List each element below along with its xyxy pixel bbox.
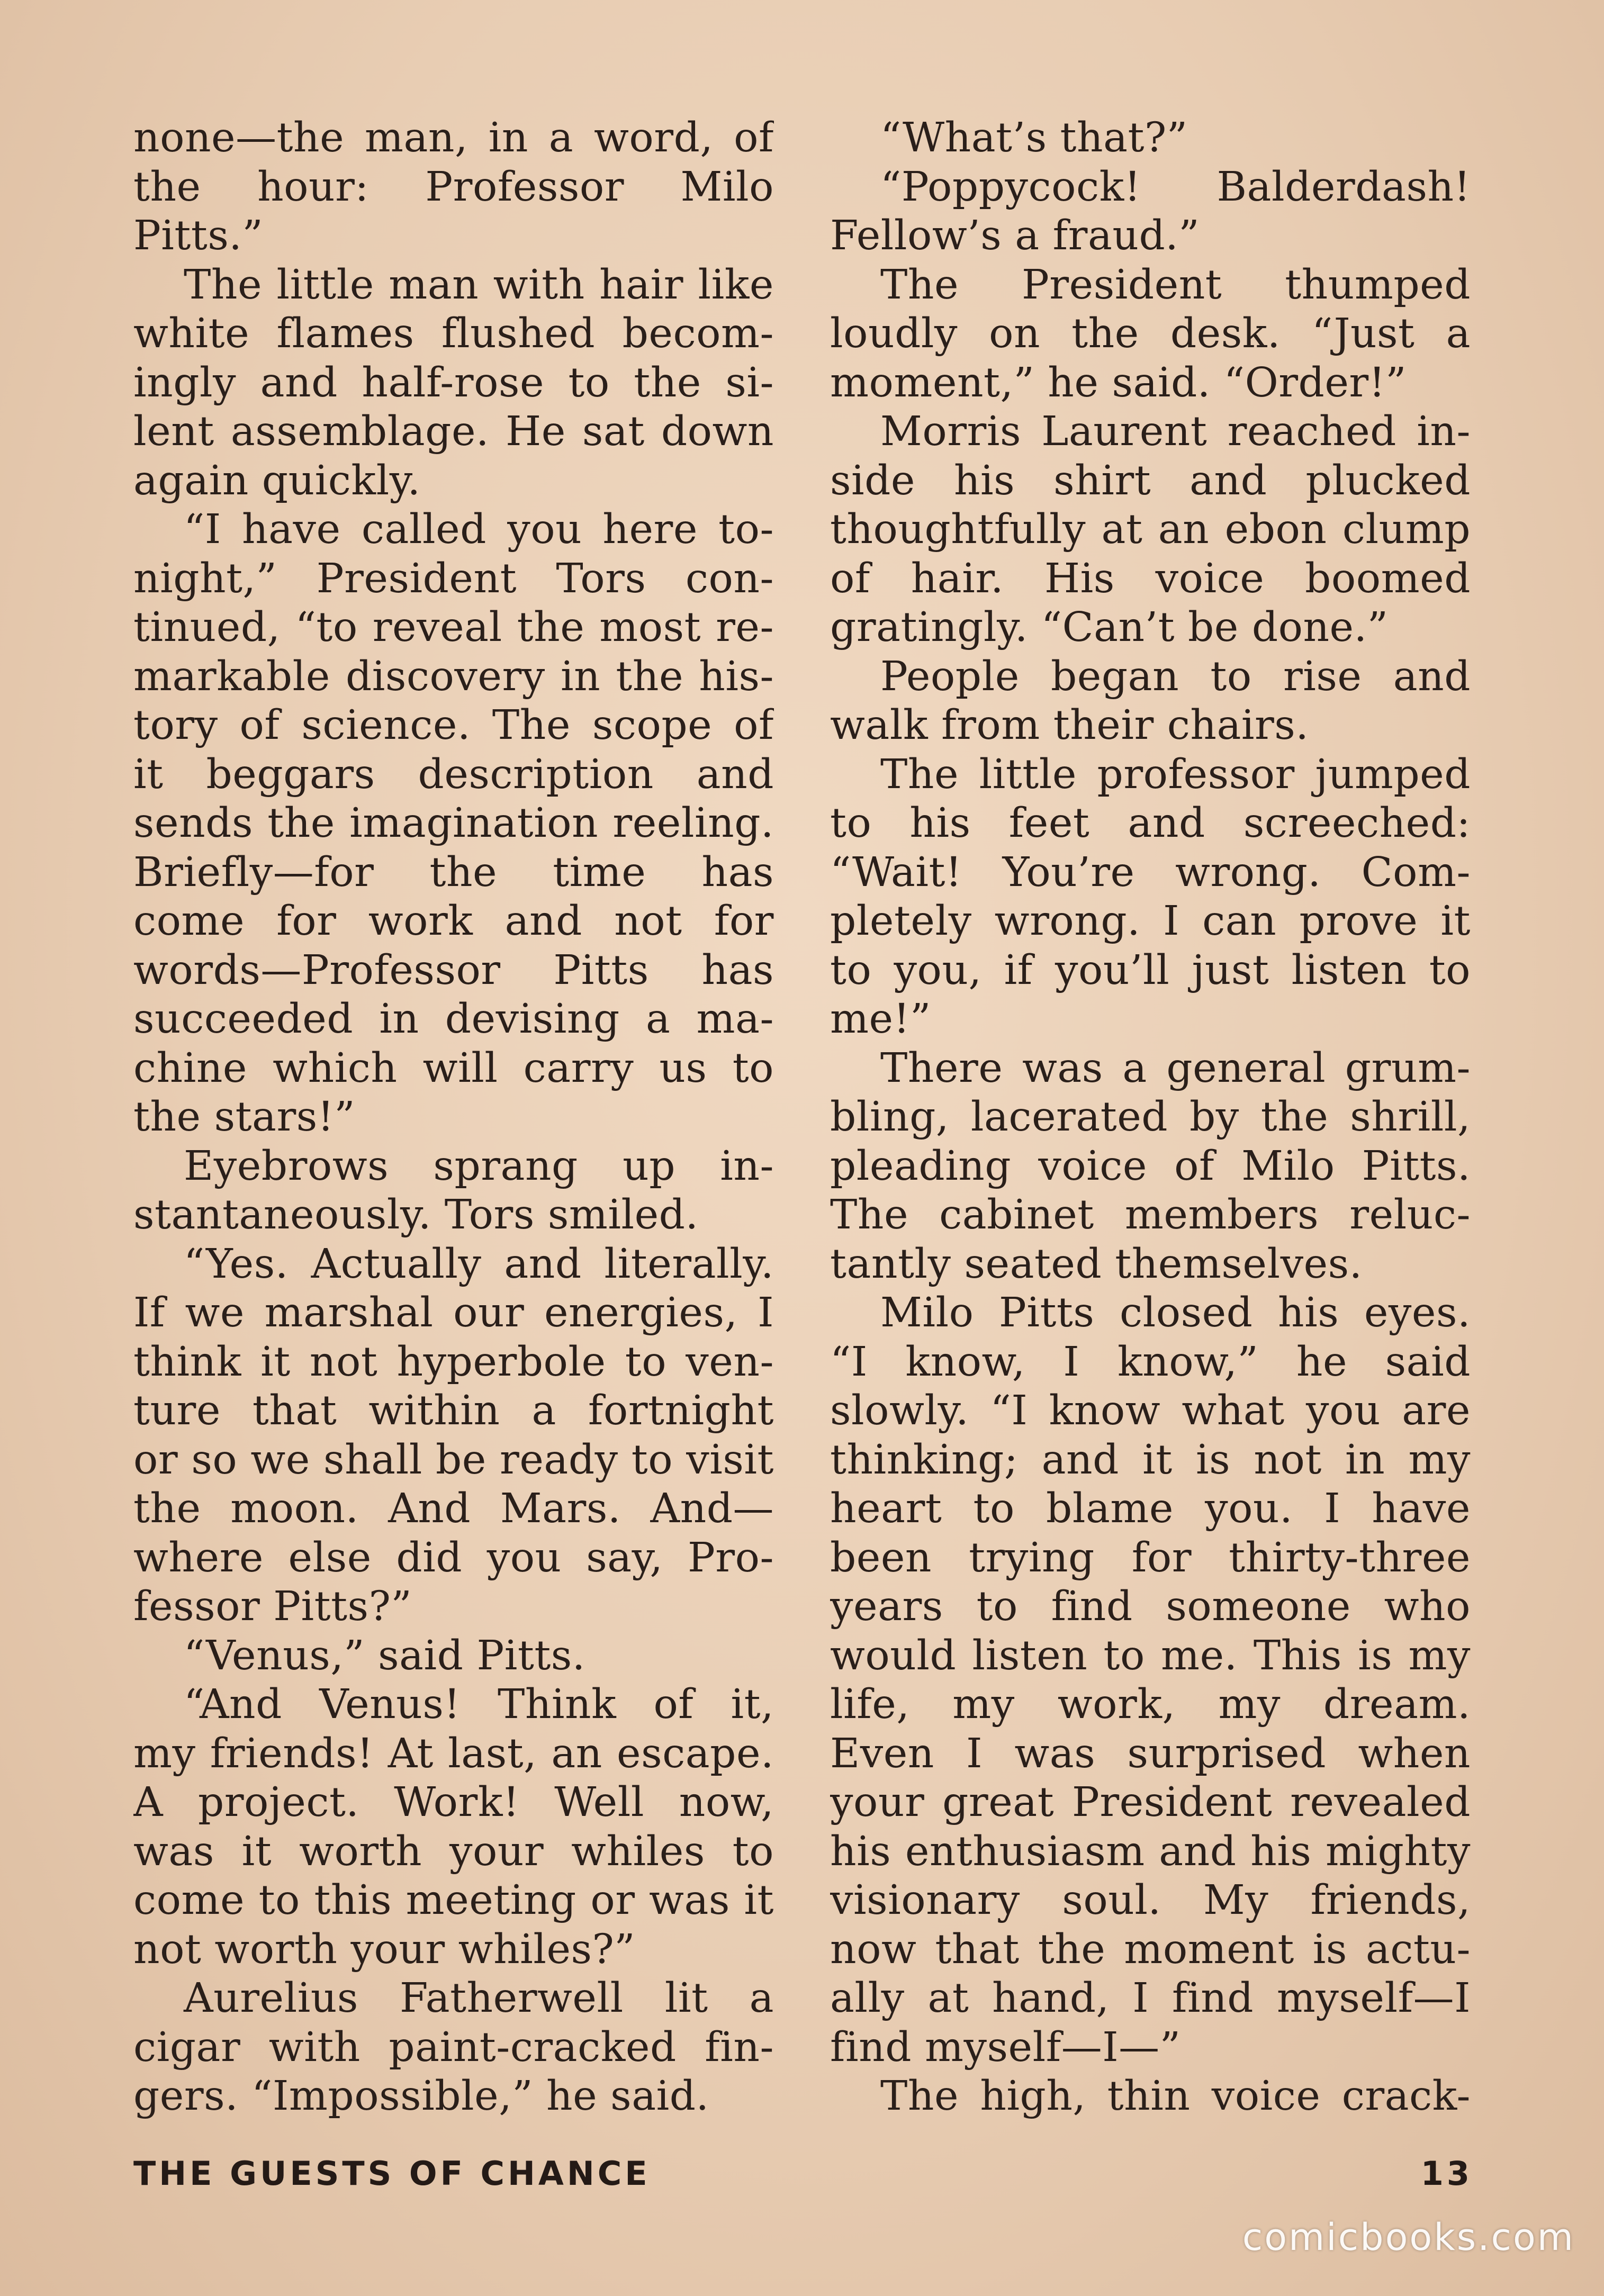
text-line: A project. Work! Well now, — [133, 1779, 774, 1826]
text-line: now that the moment is actu- — [830, 1926, 1471, 1973]
text-line: “Yes. Actually and literally. — [184, 1240, 774, 1288]
text-line: me!” — [830, 996, 931, 1043]
text-line: “I have called you here to- — [184, 506, 774, 553]
page-number: 13 — [1420, 2154, 1473, 2193]
text-line: Aurelius Fatherwell lit a — [184, 1975, 774, 2022]
text-line: tinued, “to reveal the most re- — [133, 604, 774, 651]
text-line: If we marshal our energies, I — [133, 1289, 774, 1336]
text-line: Even I was surprised when — [830, 1730, 1471, 1777]
text-line: The cabinet members reluc- — [830, 1191, 1471, 1239]
text-line: Pitts.” — [133, 212, 264, 259]
text-line: Morris Laurent reached in- — [880, 408, 1471, 455]
text-line: words—Professor Pitts has — [133, 946, 774, 994]
text-line: The little professor jumped — [880, 751, 1471, 798]
text-line: think it not hyperbole to ven- — [133, 1338, 774, 1386]
text-line: life, my work, my dream. — [830, 1681, 1471, 1728]
text-line: stantaneously. Tors smiled. — [133, 1191, 699, 1239]
text-line: been trying for thirty-three — [830, 1534, 1471, 1581]
text-line: thinking; and it is not in my — [830, 1436, 1471, 1484]
text-line: ally at hand, I find myself—I — [830, 1975, 1471, 2022]
text-line: “Venus,” said Pitts. — [184, 1632, 585, 1679]
text-line: “Wait! You’re wrong. Com- — [830, 848, 1471, 896]
text-line: was it worth your whiles to — [133, 1828, 774, 1875]
text-line: The little man with hair like — [184, 261, 774, 309]
text-line: would listen to me. This is my — [830, 1632, 1471, 1679]
text-line: “Poppycock! Balderdash! — [880, 163, 1471, 211]
running-title: THE GUESTS OF CHANCE — [133, 2154, 651, 2193]
text-line: The President thumped — [880, 261, 1471, 309]
text-line: Briefly—for the time has — [133, 848, 774, 896]
text-line: Fellow’s a fraud.” — [830, 212, 1200, 259]
text-line: bling, lacerated by the shrill, — [830, 1093, 1471, 1141]
text-line: or so we shall be ready to visit — [133, 1436, 774, 1484]
text-line: find myself—I—” — [830, 2023, 1181, 2071]
text-line: succeeded in devising a ma- — [133, 996, 774, 1043]
text-line: to his feet and screeched: — [830, 800, 1471, 847]
text-line: my friends! At last, an escape. — [133, 1730, 774, 1777]
text-line: of hair. His voice boomed — [830, 555, 1471, 602]
text-line: the moon. And Mars. And— — [133, 1485, 774, 1532]
text-line: ture that within a fortnight — [133, 1387, 774, 1434]
text-line: People began to rise and — [880, 653, 1471, 700]
text-line: tory of science. The scope of — [133, 702, 774, 749]
text-line: Eyebrows sprang up in- — [184, 1142, 774, 1190]
text-line: gratingly. “Can’t be done.” — [830, 604, 1389, 651]
text-line: years to find someone who — [830, 1583, 1471, 1630]
text-line: your great President revealed — [830, 1779, 1471, 1826]
text-line: cigar with paint-cracked fin- — [133, 2023, 774, 2071]
text-line: fessor Pitts?” — [133, 1583, 412, 1630]
text-line: ingly and half-rose to the si- — [133, 359, 774, 406]
text-line: none—the man, in a word, of — [133, 114, 774, 161]
text-line: night,” President Tors con- — [133, 555, 774, 602]
text-line: tantly seated themselves. — [830, 1240, 1363, 1288]
text-line: come for work and not for — [133, 898, 774, 945]
text-line: The high, thin voice crack- — [880, 2073, 1471, 2120]
text-line: Milo Pitts closed his eyes. — [880, 1289, 1471, 1336]
text-line: not worth your whiles?” — [133, 1926, 636, 1973]
page-footer — [133, 2154, 1473, 2202]
text-line: pleading voice of Milo Pitts. — [830, 1142, 1471, 1190]
text-line: come to this meeting or was it — [133, 1877, 774, 1924]
text-line: There was a general grum- — [880, 1044, 1471, 1092]
text-line: “What’s that?” — [880, 114, 1188, 161]
text-line: the stars!” — [133, 1093, 356, 1141]
text-line: where else did you say, Pro- — [133, 1534, 774, 1581]
text-line: sends the imagination reeling. — [133, 800, 774, 847]
text-line: slowly. “I know what you are — [830, 1387, 1471, 1434]
text-line: again quickly. — [133, 457, 421, 504]
text-line: it beggars description and — [133, 751, 774, 798]
text-line: visionary soul. My friends, — [830, 1877, 1471, 1924]
text-line: to you, if you’ll just listen to — [830, 946, 1471, 994]
text-line: lent assemblage. He sat down — [133, 408, 774, 455]
text-line: markable discovery in the his- — [133, 653, 774, 700]
text-line: chine which will carry us to — [133, 1044, 774, 1092]
text-line: the hour: Professor Milo — [133, 163, 774, 211]
text-line: loudly on the desk. “Just a — [830, 310, 1471, 357]
site-watermark: comicbooks.com — [1242, 2216, 1575, 2259]
right-text-column — [830, 114, 1471, 2121]
text-line: walk from their chairs. — [830, 702, 1309, 749]
text-line: moment,” he said. “Order!” — [830, 359, 1407, 406]
text-line: thoughtfully at an ebon clump — [830, 506, 1471, 553]
text-line: gers. “Impossible,” he said. — [133, 2073, 709, 2120]
text-line: his enthusiasm and his mighty — [830, 1828, 1471, 1875]
text-line: “I know, I know,” he said — [830, 1338, 1471, 1386]
text-line: “And Venus! Think of it, — [184, 1681, 774, 1728]
text-line: pletely wrong. I can prove it — [830, 898, 1471, 945]
left-text-column — [133, 114, 774, 2121]
text-line: heart to blame you. I have — [830, 1485, 1471, 1532]
text-line: white flames flushed becom- — [133, 310, 774, 357]
text-line: side his shirt and plucked — [830, 457, 1471, 504]
